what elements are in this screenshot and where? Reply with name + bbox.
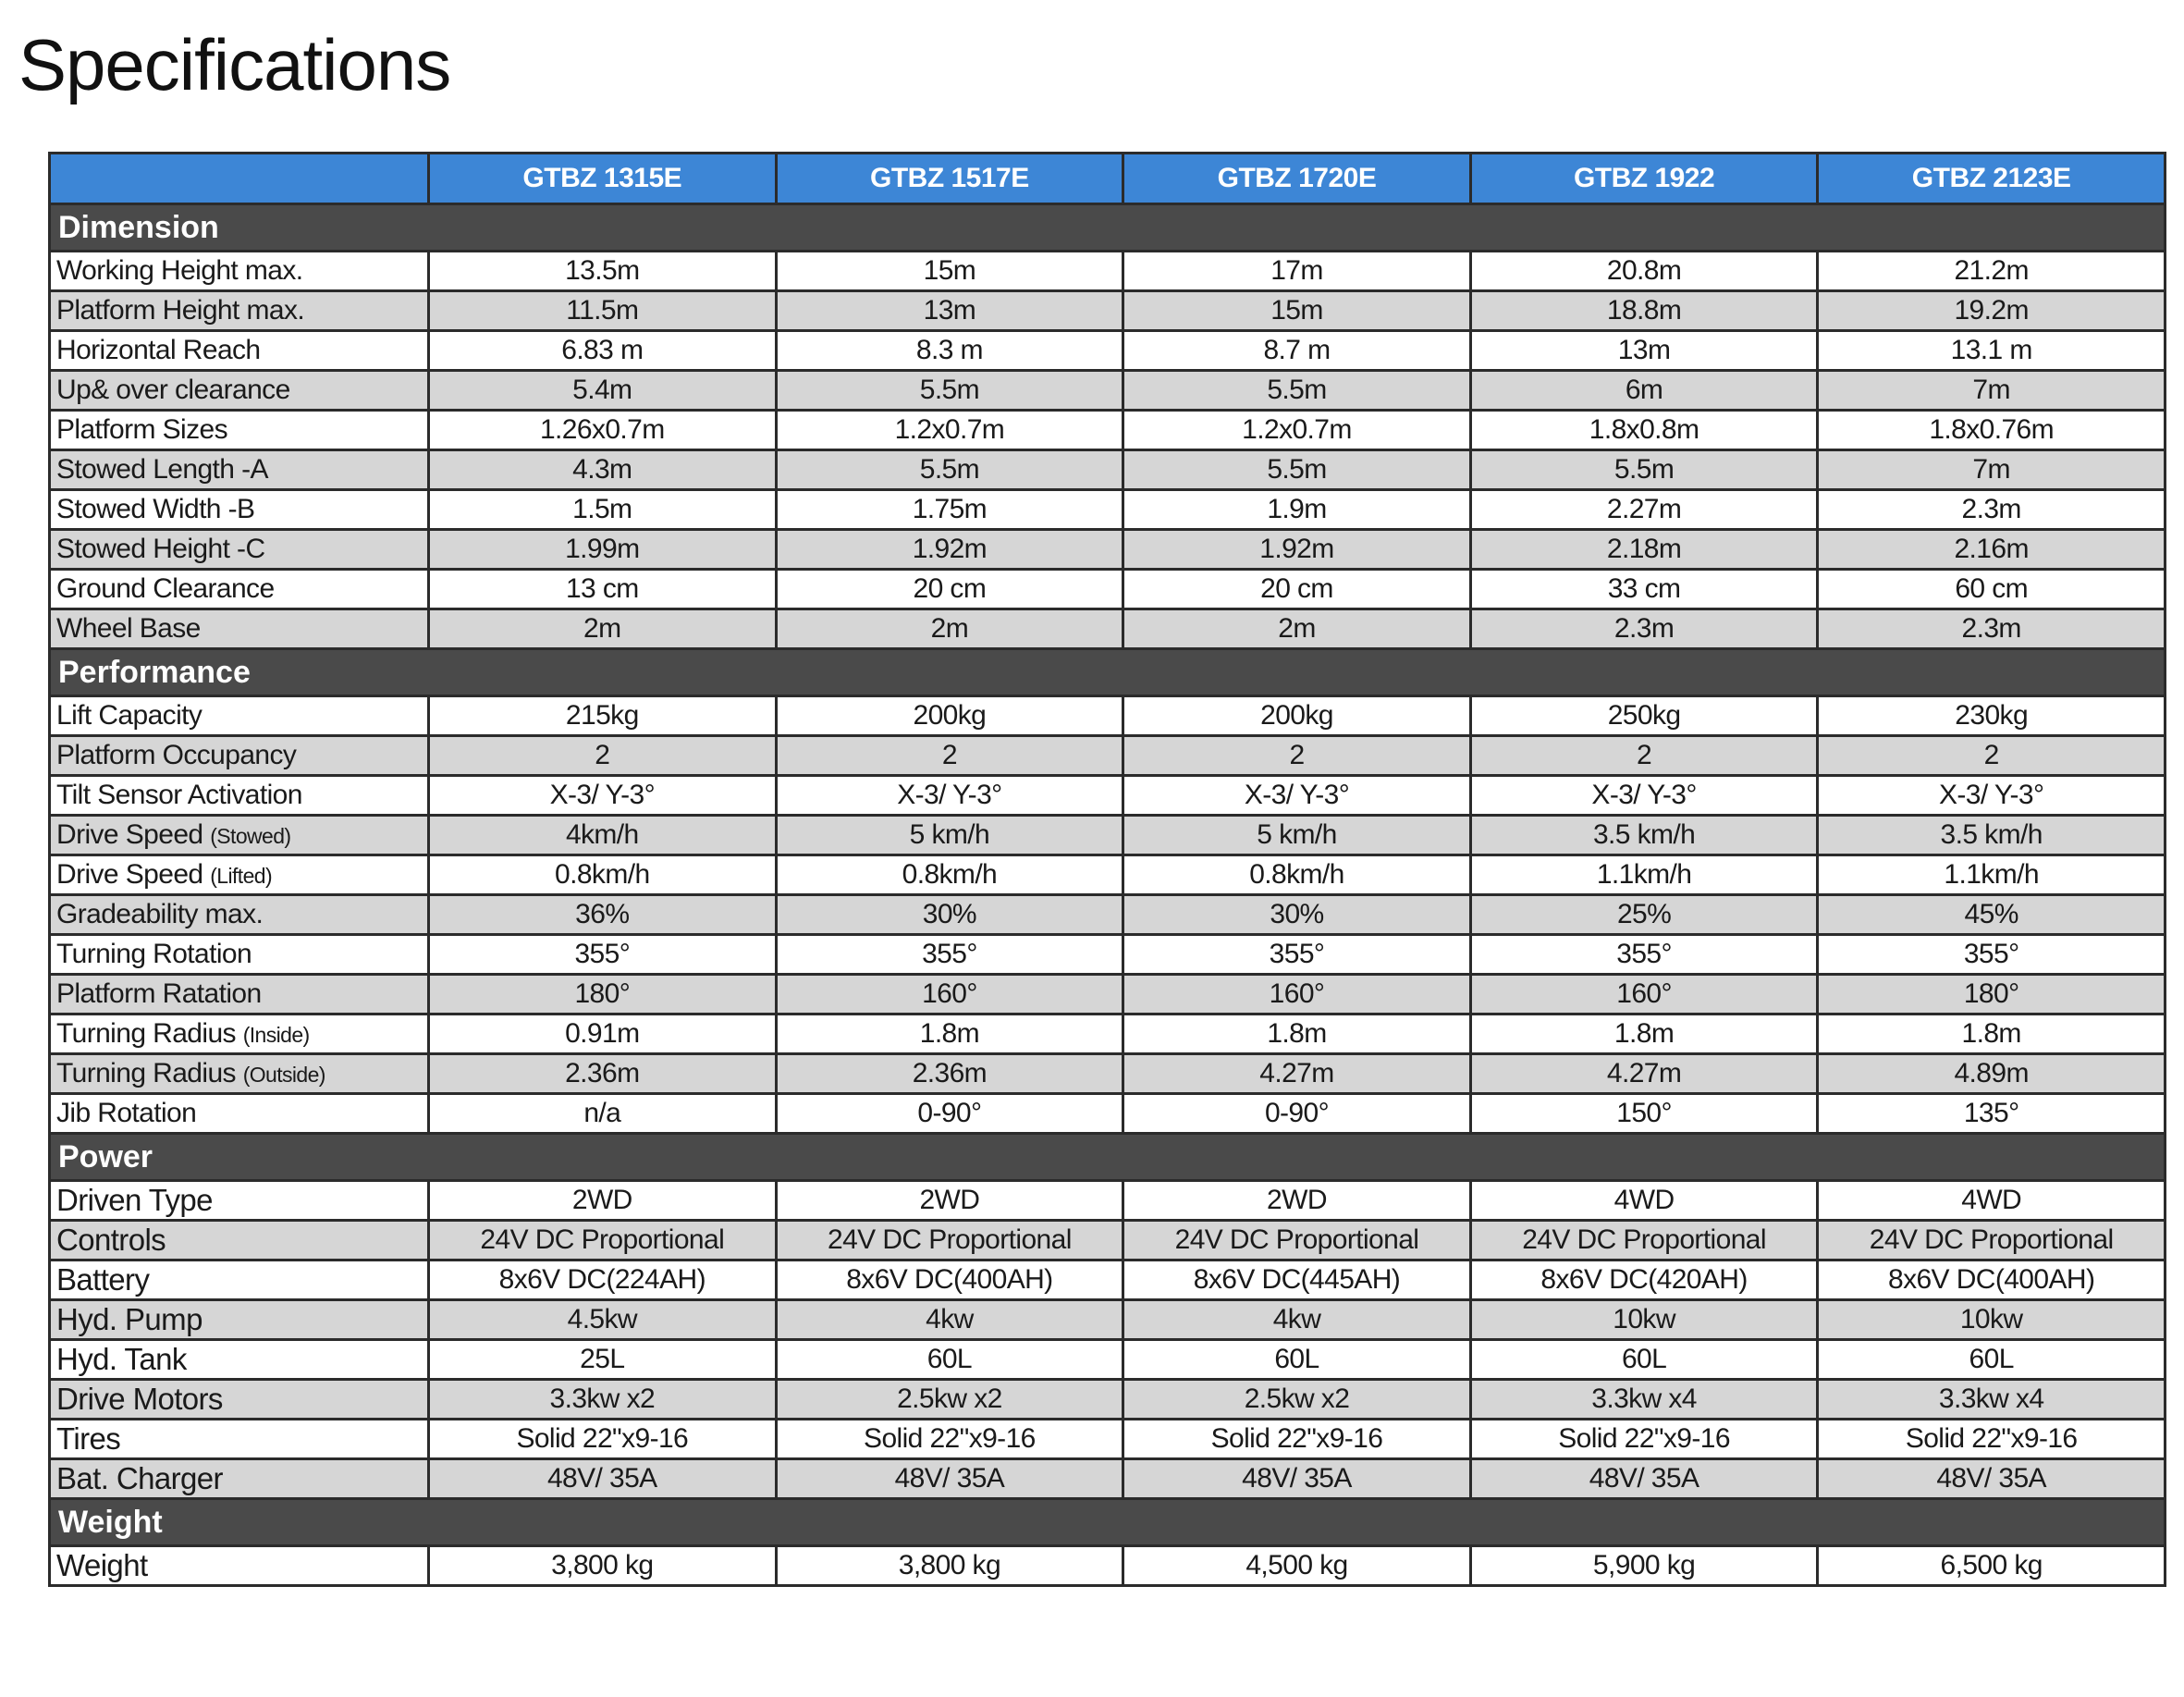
spec-row <box>50 736 2166 776</box>
section-title: Weight <box>50 1499 2166 1546</box>
spec-row <box>50 609 2166 649</box>
spec-value: 60L <box>1818 1340 2166 1380</box>
spec-value: 1.5m <box>429 490 777 530</box>
spec-value: 3.5 km/h <box>1818 816 2166 855</box>
spec-value: 2.36m <box>776 1054 1123 1094</box>
spec-label-text: Turning Radius <box>56 1018 236 1049</box>
spec-value: 8x6V DC(420AH) <box>1470 1260 1818 1300</box>
spec-value: X-3/ Y-3° <box>1818 776 2166 816</box>
spec-value: 2.3m <box>1818 490 2166 530</box>
spec-value: 60L <box>1470 1340 1818 1380</box>
spec-label <box>50 609 429 649</box>
spec-row <box>50 935 2166 975</box>
spec-label-qualifier: (Inside) <box>242 1023 310 1047</box>
spec-label <box>50 252 429 291</box>
spec-row <box>50 1221 2166 1260</box>
model-header: GTBZ 1922 <box>1470 154 1818 204</box>
spec-label <box>50 450 429 490</box>
section-header-dimension <box>50 204 2166 252</box>
spec-label-text: Hyd. Tank <box>56 1342 187 1376</box>
spec-value: 3.3kw x4 <box>1818 1380 2166 1420</box>
spec-label-text: Battery <box>56 1262 150 1297</box>
spec-label-text: Drive Speed <box>56 859 203 890</box>
spec-value: 7m <box>1818 450 2166 490</box>
spec-label <box>50 1221 429 1260</box>
spec-row <box>50 331 2166 371</box>
spec-label-text: Platform Height max. <box>56 295 305 326</box>
spec-value: 48V/ 35A <box>1470 1459 1818 1499</box>
spec-label-text: Bat. Charger <box>56 1461 223 1495</box>
spec-value: 160° <box>1123 975 1471 1015</box>
specifications-table <box>48 152 2166 1587</box>
spec-value: 1.8m <box>1470 1015 1818 1054</box>
spec-row <box>50 490 2166 530</box>
spec-row <box>50 291 2166 331</box>
spec-value: 4.5kw <box>429 1300 777 1340</box>
spec-value: 5,900 kg <box>1470 1546 1818 1586</box>
spec-value: 180° <box>1818 975 2166 1015</box>
spec-row <box>50 776 2166 816</box>
spec-value: 8.3 m <box>776 331 1123 371</box>
spec-value: Solid 22"x9-16 <box>1470 1420 1818 1459</box>
spec-value: 1.2x0.7m <box>1123 411 1471 450</box>
spec-value: 4kw <box>1123 1300 1471 1340</box>
spec-value: 24V DC Proportional <box>1123 1221 1471 1260</box>
spec-value: 13m <box>1470 331 1818 371</box>
spec-value: 2 <box>1470 736 1818 776</box>
spec-value: 200kg <box>1123 696 1471 736</box>
spec-value: 1.8m <box>1123 1015 1471 1054</box>
spec-value: X-3/ Y-3° <box>429 776 777 816</box>
spec-label <box>50 1546 429 1586</box>
spec-value: 13m <box>776 291 1123 331</box>
section-title: Power <box>50 1134 2166 1181</box>
spec-label <box>50 816 429 855</box>
spec-label-text: Controls <box>56 1223 166 1257</box>
spec-value: 2 <box>1818 736 2166 776</box>
spec-value: 4WD <box>1470 1181 1818 1221</box>
spec-label-text: Turning Rotation <box>56 939 252 969</box>
spec-value: 60L <box>776 1340 1123 1380</box>
spec-value: 1.9m <box>1123 490 1471 530</box>
spec-row <box>50 1300 2166 1340</box>
spec-value: 17m <box>1123 252 1471 291</box>
spec-value: 15m <box>1123 291 1471 331</box>
spec-value: 160° <box>776 975 1123 1015</box>
spec-value: 20.8m <box>1470 252 1818 291</box>
spec-value: 30% <box>1123 895 1471 935</box>
spec-value: 0-90° <box>1123 1094 1471 1134</box>
spec-value: 1.8m <box>776 1015 1123 1054</box>
spec-row <box>50 252 2166 291</box>
spec-label-text: Up& over clearance <box>56 375 290 405</box>
model-header: GTBZ 1517E <box>776 154 1123 204</box>
model-header-row <box>50 154 2166 204</box>
spec-label <box>50 411 429 450</box>
spec-value: 2.5kw x2 <box>776 1380 1123 1420</box>
spec-value: 1.92m <box>776 530 1123 570</box>
spec-value: 3,800 kg <box>776 1546 1123 1586</box>
section-header-performance <box>50 649 2166 696</box>
spec-row <box>50 1459 2166 1499</box>
spec-label <box>50 1094 429 1134</box>
spec-value: 4.27m <box>1123 1054 1471 1094</box>
spec-row <box>50 1420 2166 1459</box>
spec-value: 2.18m <box>1470 530 1818 570</box>
spec-value: 1.99m <box>429 530 777 570</box>
spec-value: 1.92m <box>1123 530 1471 570</box>
spec-label-text: Tires <box>56 1421 121 1456</box>
spec-value: 4,500 kg <box>1123 1546 1471 1586</box>
spec-value: Solid 22"x9-16 <box>429 1420 777 1459</box>
spec-row <box>50 371 2166 411</box>
spec-value: 20 cm <box>1123 570 1471 609</box>
spec-value: 5.5m <box>1123 450 1471 490</box>
spec-value: 2m <box>1123 609 1471 649</box>
spec-value: 1.8x0.8m <box>1470 411 1818 450</box>
spec-row <box>50 411 2166 450</box>
spec-value: 150° <box>1470 1094 1818 1134</box>
spec-value: 19.2m <box>1818 291 2166 331</box>
spec-value: 4.3m <box>429 450 777 490</box>
spec-label <box>50 1260 429 1300</box>
spec-value: 24V DC Proportional <box>1470 1221 1818 1260</box>
spec-value: 33 cm <box>1470 570 1818 609</box>
spec-row <box>50 450 2166 490</box>
spec-value: Solid 22"x9-16 <box>1123 1420 1471 1459</box>
spec-value: 1.26x0.7m <box>429 411 777 450</box>
header-corner-cell <box>50 154 429 204</box>
spec-value: 60 cm <box>1818 570 2166 609</box>
spec-value: 1.75m <box>776 490 1123 530</box>
spec-value: Solid 22"x9-16 <box>776 1420 1123 1459</box>
spec-row <box>50 1015 2166 1054</box>
spec-value: 8x6V DC(400AH) <box>776 1260 1123 1300</box>
spec-value: 1.8x0.76m <box>1818 411 2166 450</box>
spec-label-text: Platform Sizes <box>56 414 227 445</box>
spec-value: 10kw <box>1470 1300 1818 1340</box>
spec-value: 3,800 kg <box>429 1546 777 1586</box>
section-title: Performance <box>50 649 2166 696</box>
spec-value: 25% <box>1470 895 1818 935</box>
spec-label-text: Working Height max. <box>56 255 303 286</box>
spec-row <box>50 1546 2166 1586</box>
spec-label-text: Horizontal Reach <box>56 335 261 365</box>
spec-value: 10kw <box>1818 1300 2166 1340</box>
spec-value: 5.5m <box>776 450 1123 490</box>
spec-label-text: Ground Clearance <box>56 573 275 604</box>
spec-value: 6m <box>1470 371 1818 411</box>
spec-value: 5.5m <box>1123 371 1471 411</box>
spec-value: 2.16m <box>1818 530 2166 570</box>
spec-label <box>50 1300 429 1340</box>
model-header: GTBZ 1315E <box>429 154 777 204</box>
spec-value: 45% <box>1818 895 2166 935</box>
spec-value: 4WD <box>1818 1181 2166 1221</box>
spec-value: 36% <box>429 895 777 935</box>
spec-value: 0.8km/h <box>429 855 777 895</box>
spec-value: 355° <box>429 935 777 975</box>
spec-label <box>50 331 429 371</box>
spec-value: 21.2m <box>1818 252 2166 291</box>
spec-label-text: Stowed Height -C <box>56 534 265 564</box>
spec-label <box>50 1054 429 1094</box>
spec-label <box>50 696 429 736</box>
spec-value: 250kg <box>1470 696 1818 736</box>
spec-label <box>50 895 429 935</box>
spec-value: 2.5kw x2 <box>1123 1380 1471 1420</box>
model-header: GTBZ 2123E <box>1818 154 2166 204</box>
spec-label-qualifier: (Lifted) <box>210 864 273 888</box>
spec-label-text: Drive Speed <box>56 819 203 850</box>
spec-row <box>50 1340 2166 1380</box>
spec-label-text: Driven Type <box>56 1183 213 1217</box>
spec-label-text: Stowed Width -B <box>56 494 255 524</box>
spec-value: 13.1 m <box>1818 331 2166 371</box>
spec-label <box>50 975 429 1015</box>
spec-value: 4km/h <box>429 816 777 855</box>
spec-value: 13 cm <box>429 570 777 609</box>
spec-value: 8x6V DC(224AH) <box>429 1260 777 1300</box>
spec-row <box>50 696 2166 736</box>
spec-value: 48V/ 35A <box>1818 1459 2166 1499</box>
spec-value: 0.8km/h <box>776 855 1123 895</box>
spec-value: 230kg <box>1818 696 2166 736</box>
spec-row <box>50 895 2166 935</box>
spec-value: 48V/ 35A <box>1123 1459 1471 1499</box>
spec-value: 1.1km/h <box>1818 855 2166 895</box>
spec-label-qualifier: (Outside) <box>242 1063 325 1087</box>
spec-label-text: Platform Occupancy <box>56 740 297 770</box>
spec-value: 2.3m <box>1818 609 2166 649</box>
spec-value: 8x6V DC(400AH) <box>1818 1260 2166 1300</box>
spec-label <box>50 530 429 570</box>
spec-value: 15m <box>776 252 1123 291</box>
spec-label <box>50 776 429 816</box>
spec-label <box>50 1459 429 1499</box>
spec-row <box>50 1054 2166 1094</box>
spec-value: 8.7 m <box>1123 331 1471 371</box>
spec-label <box>50 371 429 411</box>
spec-label-text: Gradeability max. <box>56 899 264 929</box>
spec-row <box>50 855 2166 895</box>
spec-value: 60L <box>1123 1340 1471 1380</box>
spec-value: 215kg <box>429 696 777 736</box>
spec-row <box>50 530 2166 570</box>
spec-label <box>50 855 429 895</box>
spec-value: 3.5 km/h <box>1470 816 1818 855</box>
spec-value: 2 <box>776 736 1123 776</box>
spec-value: 0.8km/h <box>1123 855 1471 895</box>
spec-label <box>50 490 429 530</box>
spec-value: 8x6V DC(445AH) <box>1123 1260 1471 1300</box>
spec-row <box>50 816 2166 855</box>
spec-label <box>50 736 429 776</box>
spec-label-text: Wheel Base <box>56 613 201 644</box>
spec-value: 24V DC Proportional <box>429 1221 777 1260</box>
spec-value: 1.8m <box>1818 1015 2166 1054</box>
spec-value: 2.27m <box>1470 490 1818 530</box>
spec-value: 2WD <box>1123 1181 1471 1221</box>
spec-label-text: Weight <box>56 1548 148 1582</box>
spec-value: 3.3kw x4 <box>1470 1380 1818 1420</box>
spec-value: Solid 22"x9-16 <box>1818 1420 2166 1459</box>
spec-value: 7m <box>1818 371 2166 411</box>
spec-value: 200kg <box>776 696 1123 736</box>
spec-value: 2m <box>429 609 777 649</box>
spec-label-text: Jib Rotation <box>56 1098 197 1128</box>
spec-value: 2.36m <box>429 1054 777 1094</box>
spec-value: 48V/ 35A <box>429 1459 777 1499</box>
spec-label-text: Platform Ratation <box>56 978 262 1009</box>
section-header-power <box>50 1134 2166 1181</box>
spec-value: 5.5m <box>1470 450 1818 490</box>
spec-value: 24V DC Proportional <box>1818 1221 2166 1260</box>
spec-label-text: Stowed Length -A <box>56 454 268 485</box>
section-header-weight <box>50 1499 2166 1546</box>
spec-value: 5 km/h <box>776 816 1123 855</box>
spec-value: 160° <box>1470 975 1818 1015</box>
spec-label <box>50 291 429 331</box>
spec-label-text: Drive Motors <box>56 1382 223 1416</box>
spec-row <box>50 1181 2166 1221</box>
spec-value: 18.8m <box>1470 291 1818 331</box>
spec-row <box>50 570 2166 609</box>
spec-value: 2 <box>1123 736 1471 776</box>
spec-label-text: Turning Radius <box>56 1058 236 1088</box>
spec-label-text: Lift Capacity <box>56 700 202 731</box>
spec-label <box>50 1340 429 1380</box>
spec-label-text: Tilt Sensor Activation <box>56 780 302 810</box>
spec-value: 180° <box>429 975 777 1015</box>
spec-value: 5.4m <box>429 371 777 411</box>
spec-value: 30% <box>776 895 1123 935</box>
spec-value: 355° <box>1123 935 1471 975</box>
spec-value: 1.1km/h <box>1470 855 1818 895</box>
spec-value: 4.27m <box>1470 1054 1818 1094</box>
spec-value: 24V DC Proportional <box>776 1221 1123 1260</box>
spec-value: 355° <box>1470 935 1818 975</box>
spec-label-qualifier: (Stowed) <box>210 824 291 848</box>
model-header: GTBZ 1720E <box>1123 154 1471 204</box>
page-title: Specifications <box>18 24 451 105</box>
spec-value: 5.5m <box>776 371 1123 411</box>
spec-value: 0-90° <box>776 1094 1123 1134</box>
spec-value: 3.3kw x2 <box>429 1380 777 1420</box>
spec-row <box>50 975 2166 1015</box>
spec-value: 13.5m <box>429 252 777 291</box>
spec-row <box>50 1094 2166 1134</box>
spec-value: X-3/ Y-3° <box>1123 776 1471 816</box>
spec-label <box>50 1420 429 1459</box>
spec-value: 4.89m <box>1818 1054 2166 1094</box>
spec-label <box>50 1380 429 1420</box>
spec-value: 0.91m <box>429 1015 777 1054</box>
spec-value: 2.3m <box>1470 609 1818 649</box>
spec-value: X-3/ Y-3° <box>776 776 1123 816</box>
spec-value: 1.2x0.7m <box>776 411 1123 450</box>
spec-value: 2WD <box>429 1181 777 1221</box>
spec-label <box>50 1181 429 1221</box>
spec-value: 48V/ 35A <box>776 1459 1123 1499</box>
spec-value: 6,500 kg <box>1818 1546 2166 1586</box>
spec-value: 355° <box>1818 935 2166 975</box>
spec-value: X-3/ Y-3° <box>1470 776 1818 816</box>
spec-value: 20 cm <box>776 570 1123 609</box>
spec-value: 11.5m <box>429 291 777 331</box>
spec-value: 2 <box>429 736 777 776</box>
spec-value: 2WD <box>776 1181 1123 1221</box>
spec-value: 4kw <box>776 1300 1123 1340</box>
spec-value: n/a <box>429 1094 777 1134</box>
spec-label <box>50 570 429 609</box>
spec-row <box>50 1260 2166 1300</box>
spec-label <box>50 935 429 975</box>
spec-value: 135° <box>1818 1094 2166 1134</box>
spec-value: 25L <box>429 1340 777 1380</box>
spec-label <box>50 1015 429 1054</box>
spec-value: 6.83 m <box>429 331 777 371</box>
spec-value: 5 km/h <box>1123 816 1471 855</box>
spec-value: 355° <box>776 935 1123 975</box>
spec-label-text: Hyd. Pump <box>56 1302 202 1336</box>
section-title: Dimension <box>50 204 2166 252</box>
spec-row <box>50 1380 2166 1420</box>
spec-value: 2m <box>776 609 1123 649</box>
